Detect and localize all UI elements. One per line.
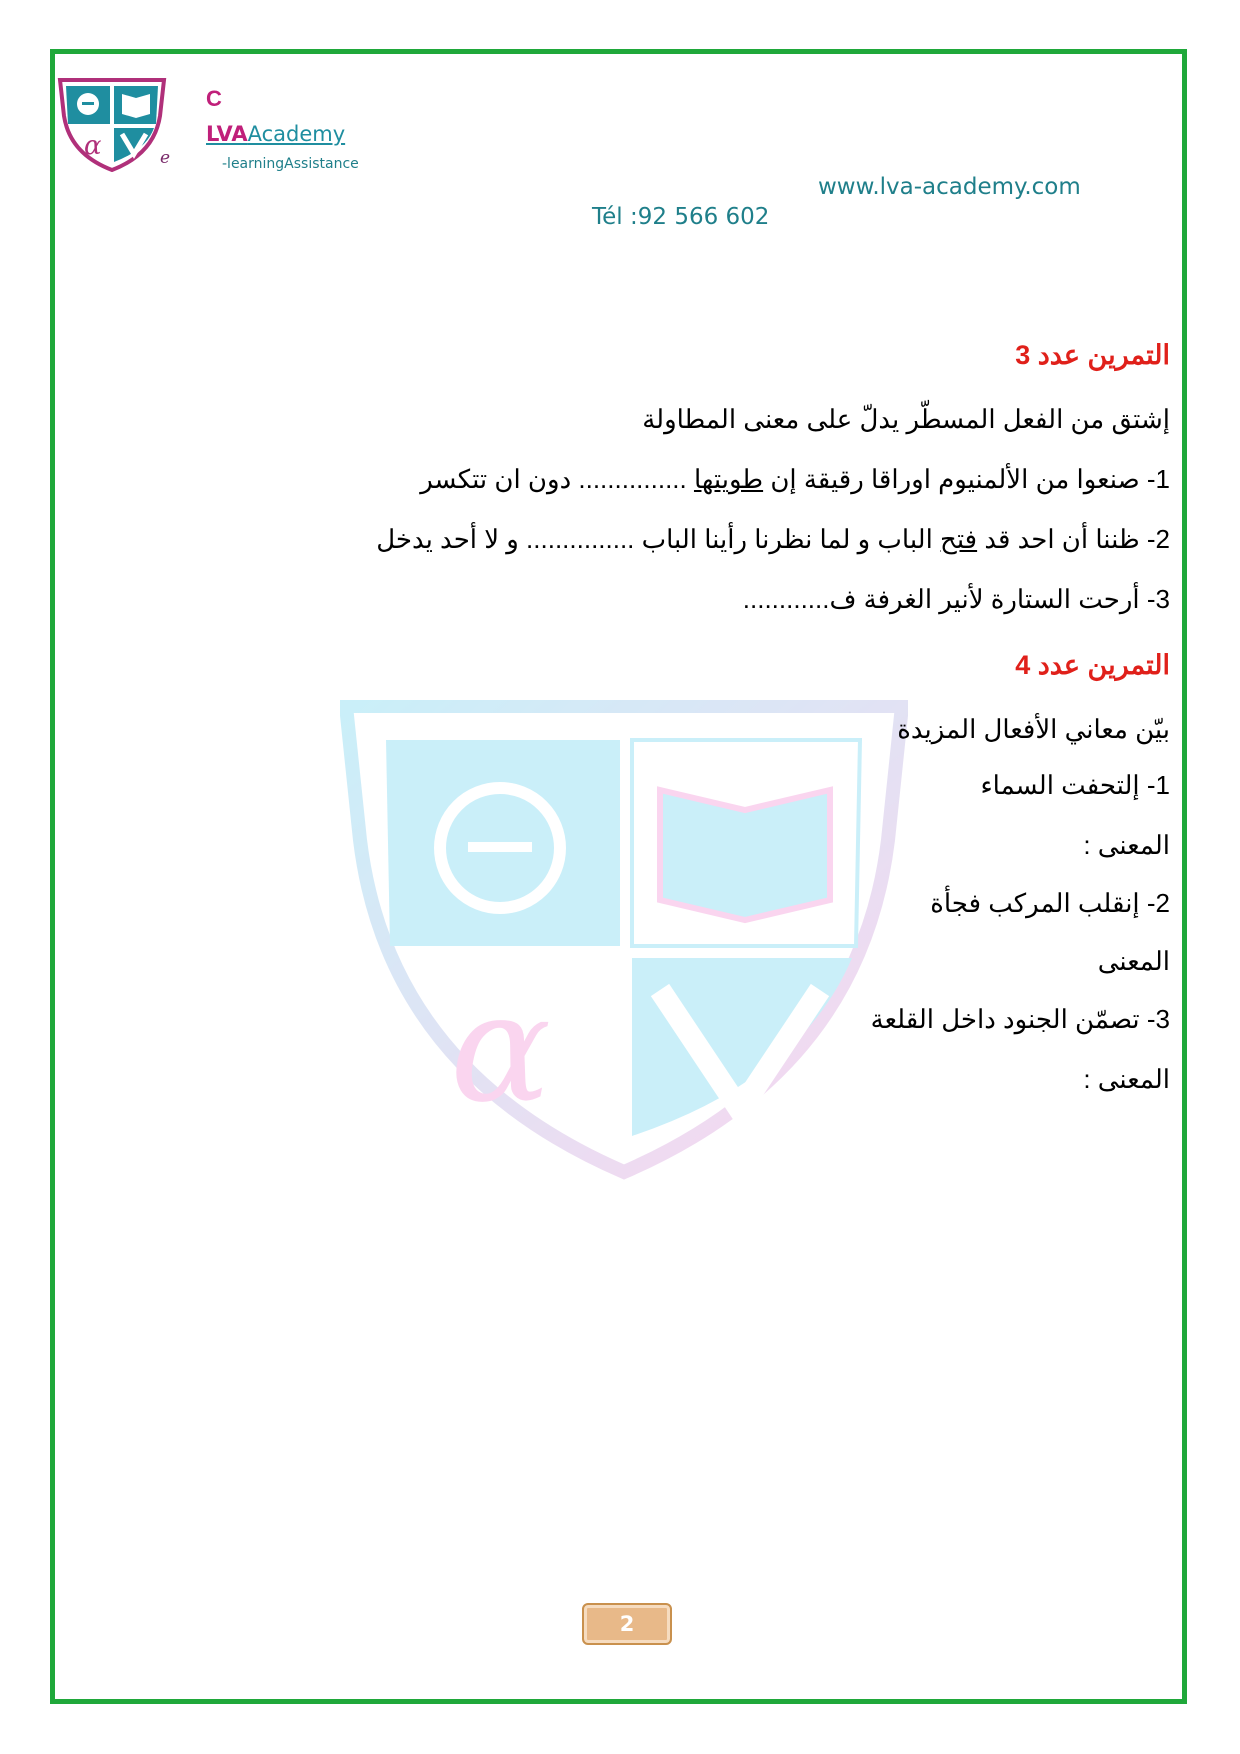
brand-name — [206, 122, 345, 146]
phone-number: Tél :92 566 602 — [592, 204, 770, 230]
exercise4-meaning-1: المعنى : — [1083, 830, 1170, 860]
item-text: ............... دون ان تتكسر — [420, 464, 694, 494]
exercise4-meaning-2: المعنى — [1097, 946, 1170, 976]
exercise4-meaning-3: المعنى : — [1083, 1064, 1170, 1094]
exercise3-title: التمرين عدد 3 — [1015, 340, 1170, 370]
exercise4-instruction: بيّن معاني الأفعال المزيدة — [897, 714, 1170, 744]
item-text: 2- ظننا أن احد قد — [977, 524, 1170, 554]
exercise4-title: التمرين عدد 4 — [1015, 650, 1170, 680]
exercise4-item-2: 2- إنقلب المركب فجأة — [930, 888, 1170, 918]
exercise3-instruction: إشتق من الفعل المسطّر يدلّ على معنى المطاولة — [642, 404, 1170, 434]
page-number-badge: 2 — [582, 1603, 672, 1645]
brand-lva: LVA — [206, 122, 248, 146]
exercise4-item-3: 3- تصمّن الجنود داخل القلعة — [870, 1004, 1170, 1034]
logo-shield-icon — [56, 76, 171, 172]
logo-letter-e: e — [160, 148, 171, 168]
item-text: 1- صنعوا من الألمنيوم اوراقا رقيقة إن — [763, 464, 1170, 494]
website-link[interactable]: www.lva-academy.com — [818, 174, 1081, 200]
brand-letter: C — [206, 86, 222, 111]
exercise4-item-1: 1- إلتحفت السماء — [980, 770, 1170, 800]
brand-academy: Academy — [247, 122, 346, 146]
underlined-verb: فتح — [940, 524, 978, 554]
underlined-verb: طويتها — [693, 464, 764, 494]
exercise3-item-1 — [420, 464, 1170, 495]
exercise3-item-3: 3- أرحت الستارة لأنير الغرفة ف............ — [742, 584, 1170, 614]
watermark-shield-icon — [340, 700, 908, 1180]
exercise3-item-2 — [376, 524, 1170, 555]
item-text: الباب و لما نظرنا رأينا الباب ............... و لا أحد يدخل — [376, 524, 941, 554]
brand-tagline: -learningAssistance — [222, 156, 359, 172]
svg-text:α: α — [84, 131, 102, 161]
svg-text:α: α — [450, 962, 552, 1136]
